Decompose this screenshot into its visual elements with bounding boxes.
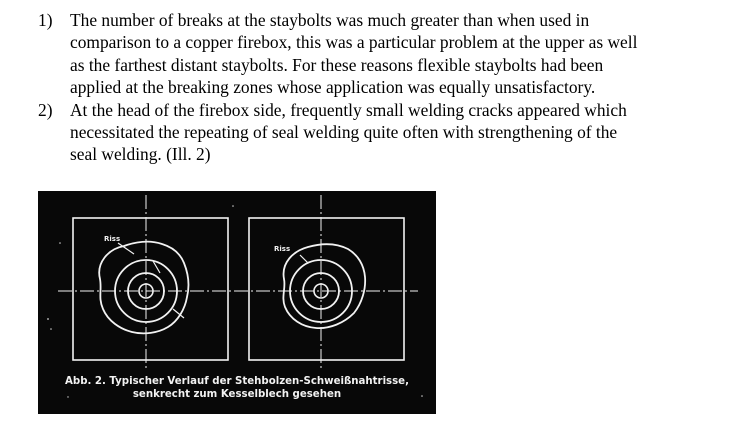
- left-riss-label: Riss: [104, 235, 121, 243]
- list-item-number: 2): [38, 99, 53, 120]
- list-item-number: 1): [38, 10, 53, 30]
- list-item: [14, 99, 744, 166]
- list-item: [14, 9, 744, 99]
- right-plate-outline: [249, 218, 404, 360]
- list-item-line: The number of breaks at the staybolts was much greater than when used in: [70, 10, 590, 30]
- list-item-line: as the farthest distant staybolts. For these reasons flexible staybolts had been: [70, 54, 604, 75]
- caption-line: Abb. 2. Typischer Verlauf der Stehbolzen-Schweißnahtrisse,: [65, 376, 409, 387]
- list-item-line: applied at the breaking zones whose application was equally unsatisfactory.: [70, 77, 596, 98]
- list-item-line: seal welding. (Ill. 2): [70, 144, 211, 165]
- illustration-figure: [38, 191, 436, 414]
- figure-caption: [38, 375, 436, 401]
- list-item-line: At the head of the firebox side, frequently small welding cracks appeared which: [70, 99, 627, 120]
- caption-line: senkrecht zum Kesselblech gesehen: [132, 389, 342, 400]
- list-item-line: necessitated the repeating of seal welding quite often with strengthening of the: [70, 122, 618, 143]
- left-plate-outline: [73, 218, 228, 360]
- right-crack-outline: [283, 244, 365, 328]
- left-panel: [58, 195, 246, 369]
- right-riss-label: Riss: [274, 245, 291, 253]
- right-label-leader: [300, 255, 308, 263]
- list-item-line: comparison to a copper firebox, this was a particular problem at the upper as well: [70, 32, 638, 53]
- left-crack-outline: [99, 242, 188, 334]
- right-panel: [234, 195, 418, 369]
- numbered-list: [14, 9, 744, 166]
